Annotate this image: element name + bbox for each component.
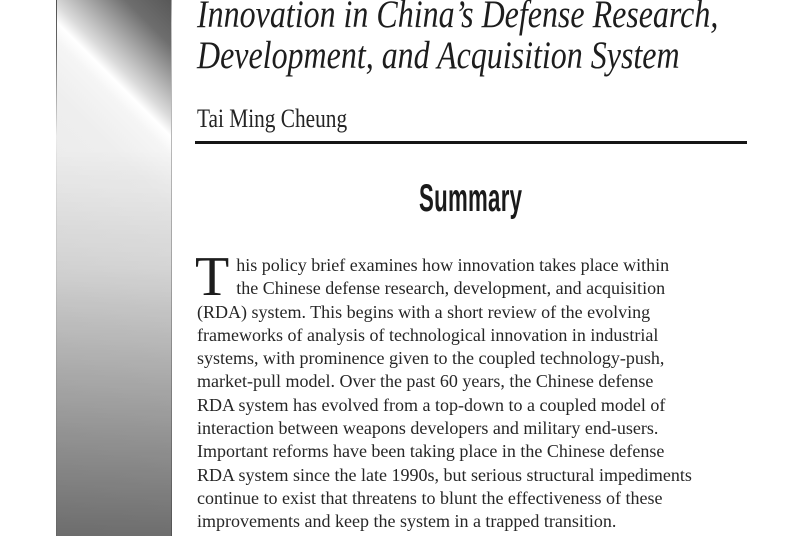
title-rule xyxy=(195,141,747,144)
summary-heading-wrap xyxy=(197,171,745,227)
body-line: Important reforms have been taking place in the Chinese defense xyxy=(197,441,665,462)
body-line: market-pull model. Over the past 60 years, the Chinese defense xyxy=(197,371,654,392)
author-name: Tai Ming Cheung xyxy=(197,104,348,133)
body-line: interaction between weapons developers and military end-users. xyxy=(197,418,659,439)
body-line: frameworks of analysis of technological innovation in industrial xyxy=(197,324,659,345)
summary-paragraph xyxy=(195,246,757,534)
body-line: his policy brief examines how innovation takes place within xyxy=(236,255,670,275)
body-line: the Chinese defense research, development, and acquisition xyxy=(236,278,666,299)
body-line: RDA system since the late 1990s, but serious structural impediments xyxy=(197,464,692,485)
article-title xyxy=(197,0,718,76)
body-line: improvements and keep the system in a trapped transition. xyxy=(197,511,617,532)
body-line: RDA system has evolved from a top-down to a coupled model of xyxy=(197,394,666,415)
body-line: continue to exist that threatens to blunt the effectiveness of these xyxy=(197,487,663,508)
drop-cap: T xyxy=(195,246,230,308)
title-line-1: Innovation in China’s Defense Research, xyxy=(197,0,719,36)
article-content xyxy=(197,0,757,536)
title-line-2: Development, and Acquisition System xyxy=(197,34,680,77)
summary-heading: Summary xyxy=(419,177,523,220)
body-line: (RDA) system. This begins with a short review of the evolving xyxy=(197,301,651,322)
gradient-spine xyxy=(56,0,172,536)
body-line: systems, with prominence given to the coupled technology-push, xyxy=(197,348,665,369)
